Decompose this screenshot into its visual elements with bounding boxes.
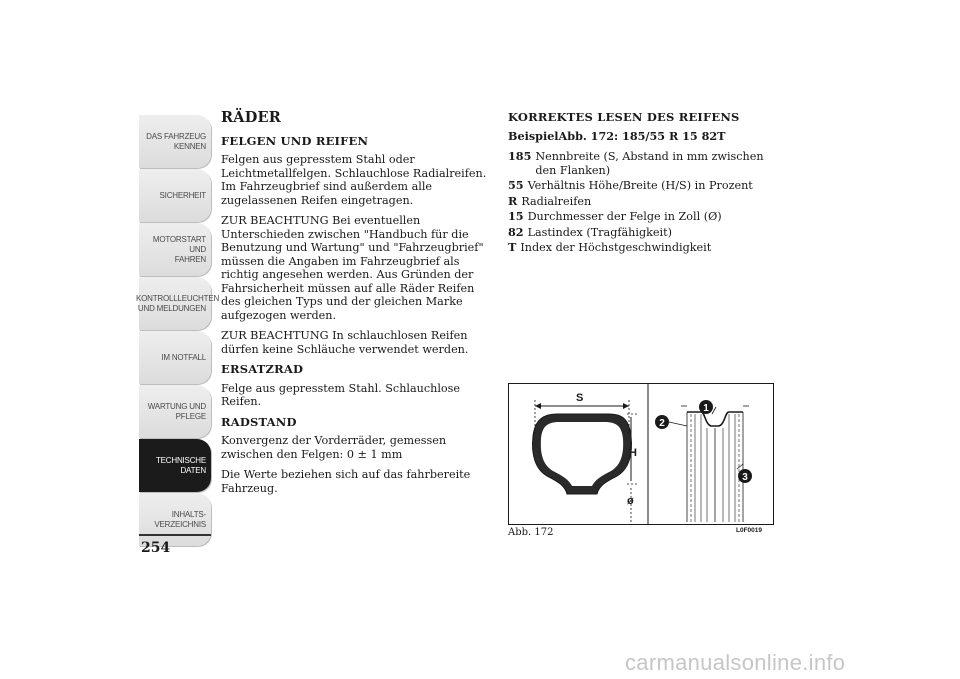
definition-item xyxy=(508,195,778,209)
label-h: H xyxy=(629,447,637,459)
tab-label: DAS FAHRZEUG KENNEN xyxy=(146,131,206,151)
tire-cross-section xyxy=(533,392,637,522)
page-number-rule xyxy=(139,534,211,536)
section-heading-felgen: FELGEN UND REIFEN xyxy=(221,133,369,148)
paragraph: Felgen aus gepresstem Stahl oder Leichtmetallfelgen. Schlauchlose Radialreifen. Im Fahrzeugbrief sind außerdem alle zugelassenen Reifen eingetragen. xyxy=(221,153,487,207)
callout-3-label: 3 xyxy=(742,472,748,483)
tab-label: TECHNISCHE DATEN xyxy=(155,455,206,475)
figure-code: L0F0019 xyxy=(736,527,763,534)
definition-text: Verhältnis Höhe/Breite (H/S) in Prozent xyxy=(527,179,753,192)
definition-text: Durchmesser der Felge in Zoll (Ø) xyxy=(527,210,722,223)
paragraph: ZUR BEACHTUNG In schlauchlosen Reifen dürfen keine Schläuche verwendet werden. xyxy=(221,329,469,356)
definition-text: Lastindex (Tragfähigkeit) xyxy=(527,225,672,239)
definition-text: Index der Höchstgeschwindigkeit xyxy=(520,241,712,254)
tab-motorstart-und-fahren[interactable] xyxy=(139,223,211,276)
tab-label: WARTUNG UND PFLEGE xyxy=(147,401,206,421)
paragraph: ZUR BEACHTUNG Bei eventuellen Unterschieden zwischen "Handbuch für die Benutzung und Wartung" und "Fahrzeugbrief" müssen die Angaben im Fahrzeugbrief als richtig angesehen werden. Aus Gründen der Fahrsicherheit müssen auf alle Räder Reifen des gleichen Typs und der gleichen Marke aufgezogen werden. xyxy=(221,214,484,322)
tire-diagram xyxy=(508,383,774,525)
callout-2-label: 2 xyxy=(659,418,665,429)
tire-tread-view xyxy=(655,400,752,522)
rim-profile xyxy=(687,412,743,426)
definition-item xyxy=(508,179,778,193)
tab-label: KONTROLLLEUCHTEN UND MELDUNGEN xyxy=(136,293,220,313)
callout-1-label: 1 xyxy=(703,403,709,414)
page-title: RÄDER xyxy=(221,109,281,126)
section-heading-ersatzrad: ERSATZRAD xyxy=(221,362,304,376)
tab-label: IM NOTFALL xyxy=(161,352,206,362)
definition-key: R xyxy=(508,193,518,208)
tab-kontrollleuchten[interactable] xyxy=(136,277,220,330)
paragraph: Die Werte beziehen sich auf das fahrbereite Fahrzeug. xyxy=(221,468,471,495)
left-column xyxy=(221,111,496,502)
tire-diagram-svg xyxy=(509,384,773,524)
page-number: 254 xyxy=(141,540,171,556)
label-s: S xyxy=(576,392,584,404)
definition-item xyxy=(508,210,778,224)
definition-text: Radialreifen xyxy=(521,194,592,208)
section-heading-radstand: RADSTAND xyxy=(221,414,297,429)
definition-key: 15 xyxy=(508,209,524,223)
right-column xyxy=(508,111,778,257)
tab-im-notfall[interactable] xyxy=(139,331,211,384)
definition-item xyxy=(508,150,778,177)
tire-spec-example: BeispielAbb. 172: 185/55 R 15 82T xyxy=(508,128,726,143)
tab-wartung-und-pflege[interactable] xyxy=(139,385,211,438)
tab-label: MOTORSTART UND FAHREN xyxy=(152,234,206,264)
definition-key: 82 xyxy=(508,224,524,239)
figure-caption: Abb. 172 xyxy=(508,527,554,538)
definition-item xyxy=(508,241,778,255)
definition-key: 185 xyxy=(508,149,532,163)
definition-text: Nennbreite (S, Abstand in mm zwischen den Flanken) xyxy=(535,150,764,177)
tab-label: INHALTS- VERZEICHNIS xyxy=(154,509,206,529)
arrowhead-icon xyxy=(535,403,541,409)
leader-line xyxy=(737,464,743,469)
tab-label: SICHERHEIT xyxy=(159,190,206,200)
chapter-sidebar xyxy=(136,115,220,547)
definition-item xyxy=(508,226,778,240)
tab-technische-daten[interactable] xyxy=(139,439,211,492)
paragraph: Konvergenz der Vorderräder, gemessen zwischen den Felgen: 0 ± 1 mm xyxy=(221,434,447,461)
definition-key: T xyxy=(508,240,517,254)
definition-key: 55 xyxy=(508,178,524,192)
tab-das-fahrzeug-kennen[interactable] xyxy=(139,115,211,168)
tab-sicherheit[interactable] xyxy=(139,169,211,222)
watermark: carmanualsonline.info xyxy=(625,650,846,675)
section-heading-reifen-lesen: KORREKTES LESEN DES REIFENS xyxy=(508,110,740,124)
tab-inhaltsverzeichnis[interactable] xyxy=(139,493,211,546)
label-diameter: ø xyxy=(627,495,634,507)
arrowhead-icon xyxy=(623,403,629,409)
paragraph: Felge aus gepresstem Stahl. Schlauchlose Reifen. xyxy=(221,381,460,408)
leader-line xyxy=(669,422,687,426)
